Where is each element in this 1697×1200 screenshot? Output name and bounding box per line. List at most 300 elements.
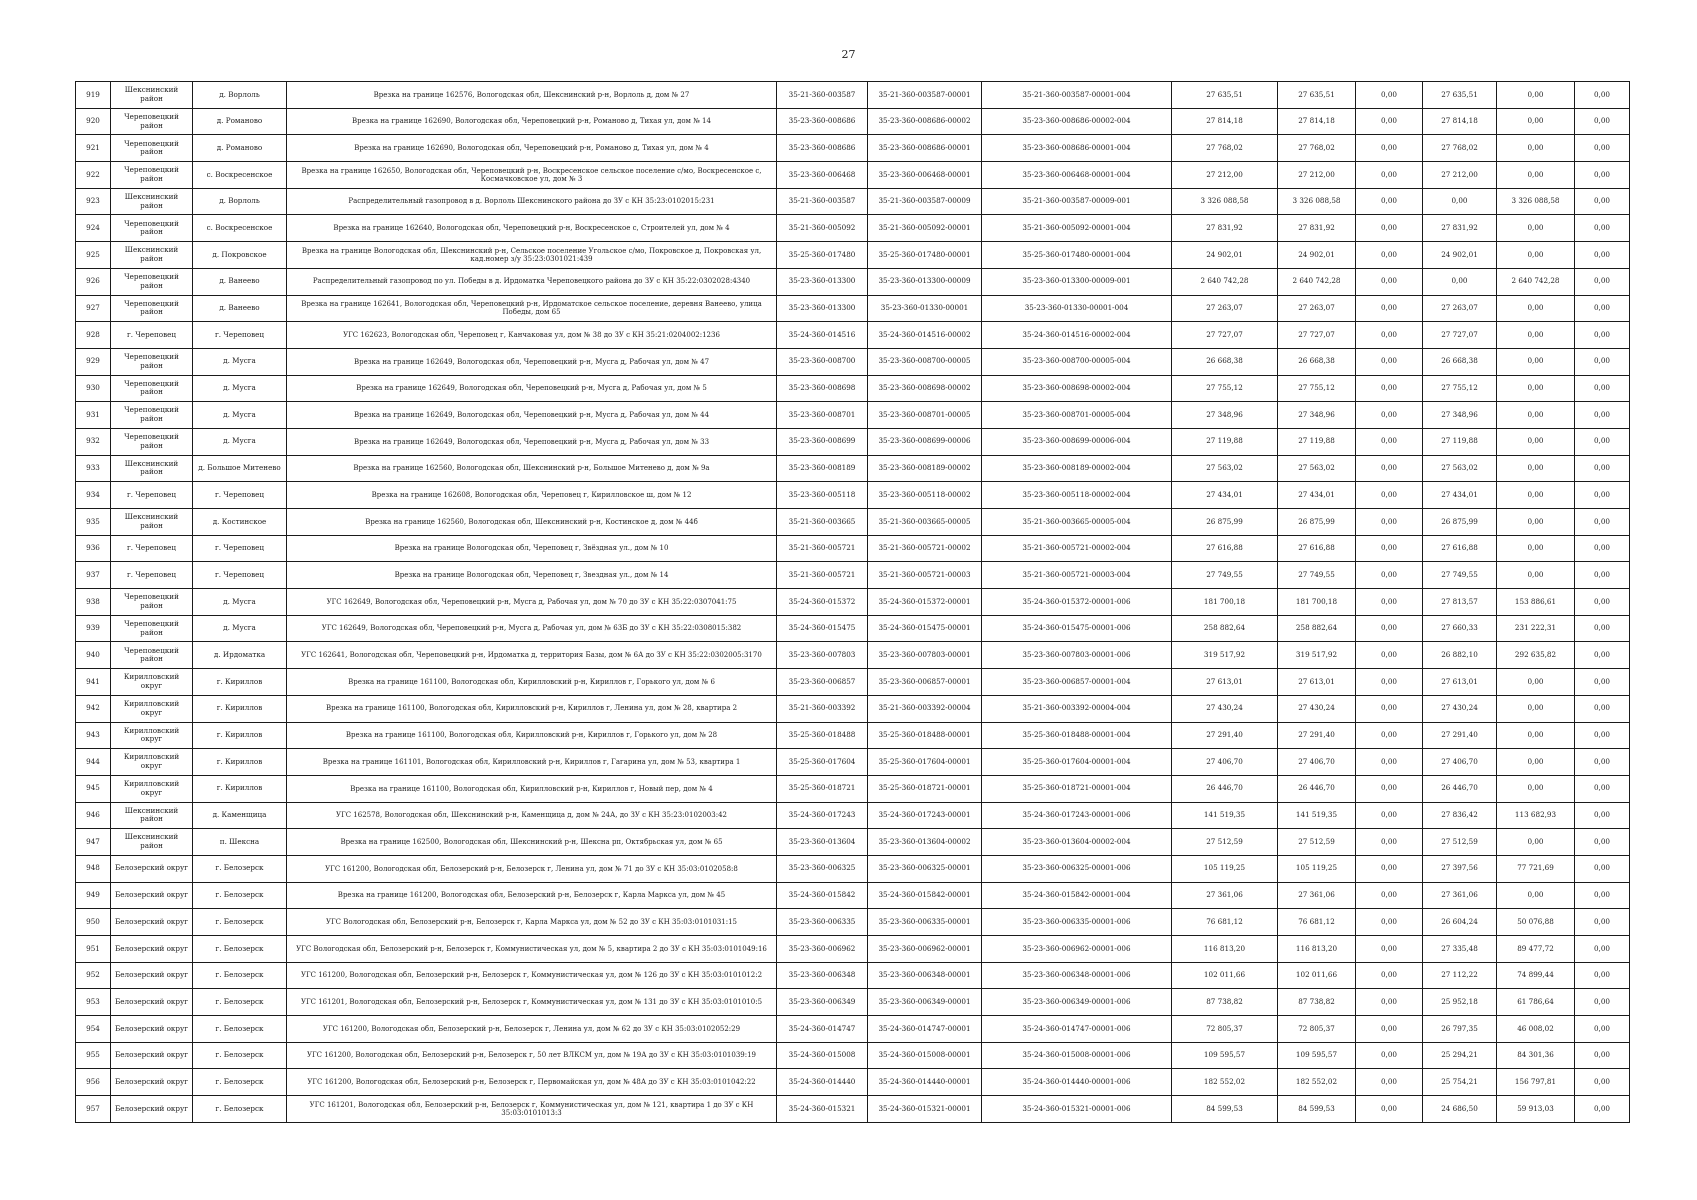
table-row xyxy=(76,642,1630,669)
cell-v6: 0,00 xyxy=(1575,562,1630,589)
cell-no: 931 xyxy=(76,402,111,429)
cell-no: 919 xyxy=(76,82,111,109)
cell-code-a: 35-21-360-005092 xyxy=(777,215,868,242)
cell-v4: 27 813,57 xyxy=(1423,589,1497,616)
table-row xyxy=(76,962,1630,989)
cell-settlement: д. Большое Митенево xyxy=(193,455,287,482)
cell-district: Кирилловский округ xyxy=(111,695,193,722)
cell-v5: 0,00 xyxy=(1497,295,1575,322)
table-row xyxy=(76,882,1630,909)
table-row xyxy=(76,829,1630,856)
cell-v5: 50 076,88 xyxy=(1497,909,1575,936)
cell-code-b: 35-23-360-008189-00002 xyxy=(868,455,982,482)
cell-v1: 102 011,66 xyxy=(1172,962,1278,989)
cell-v4: 24 686,50 xyxy=(1423,1096,1497,1123)
cell-name: УГС Вологодская обл, Белозерский р-н, Белозерск г, Коммунистическая ул, дом № 5, квартира 2 до ЗУ с КН 35:03:0101049:16 xyxy=(287,936,777,963)
cell-v1: 26 668,38 xyxy=(1172,348,1278,375)
cell-v6: 0,00 xyxy=(1575,749,1630,776)
cell-code-a: 35-23-360-006335 xyxy=(777,909,868,936)
cell-name: Распределительный газопровод по ул. Победы в д. Ирдоматка Череповецкого района до ЗУ с КН 35:22:0302028:4340 xyxy=(287,268,777,295)
cell-district: Череповецкий район xyxy=(111,589,193,616)
cell-no: 935 xyxy=(76,509,111,536)
cell-code-a: 35-24-360-015842 xyxy=(777,882,868,909)
cell-v1: 27 361,06 xyxy=(1172,882,1278,909)
cell-code-b: 35-25-360-017480-00001 xyxy=(868,242,982,269)
cell-code-c: 35-23-360-013300-00009-001 xyxy=(982,268,1172,295)
cell-v4: 27 616,88 xyxy=(1423,535,1497,562)
cell-v3: 0,00 xyxy=(1356,402,1423,429)
cell-code-a: 35-24-360-015372 xyxy=(777,589,868,616)
cell-v4: 26 875,99 xyxy=(1423,509,1497,536)
cell-name: Врезка на границе 162690, Вологодская обл, Череповецкий р-н, Романово д, Тихая ул, дом № 4 xyxy=(287,135,777,162)
cell-district: Белозерский округ xyxy=(111,1096,193,1123)
cell-v1: 181 700,18 xyxy=(1172,589,1278,616)
cell-v4: 27 635,51 xyxy=(1423,82,1497,109)
cell-v6: 0,00 xyxy=(1575,1096,1630,1123)
cell-settlement: д. Ворлоль xyxy=(193,188,287,215)
cell-settlement: п. Шексна xyxy=(193,829,287,856)
cell-v6: 0,00 xyxy=(1575,989,1630,1016)
cell-v5: 0,00 xyxy=(1497,775,1575,802)
cell-v5: 0,00 xyxy=(1497,749,1575,776)
cell-v2: 27 406,70 xyxy=(1278,749,1356,776)
cell-v1: 27 430,24 xyxy=(1172,695,1278,722)
cell-district: Шекснинский район xyxy=(111,82,193,109)
cell-settlement: г. Белозерск xyxy=(193,989,287,1016)
cell-no: 957 xyxy=(76,1096,111,1123)
cell-v1: 27 831,92 xyxy=(1172,215,1278,242)
cell-v4: 27 768,02 xyxy=(1423,135,1497,162)
cell-v6: 0,00 xyxy=(1575,855,1630,882)
cell-v6: 0,00 xyxy=(1575,1016,1630,1043)
table-row xyxy=(76,589,1630,616)
table-row xyxy=(76,509,1630,536)
cell-v3: 0,00 xyxy=(1356,428,1423,455)
cell-no: 929 xyxy=(76,348,111,375)
cell-code-b: 35-23-360-006325-00001 xyxy=(868,855,982,882)
cell-v1: 27 768,02 xyxy=(1172,135,1278,162)
table-row xyxy=(76,322,1630,349)
cell-district: г. Череповец xyxy=(111,322,193,349)
cell-v1: 26 446,70 xyxy=(1172,775,1278,802)
cell-code-c: 35-23-360-008686-00002-004 xyxy=(982,108,1172,135)
cell-v4: 0,00 xyxy=(1423,188,1497,215)
cell-v5: 153 886,61 xyxy=(1497,589,1575,616)
cell-code-c: 35-24-360-017243-00001-006 xyxy=(982,802,1172,829)
cell-district: Белозерский округ xyxy=(111,962,193,989)
cell-no: 944 xyxy=(76,749,111,776)
cell-v5: 231 222,31 xyxy=(1497,615,1575,642)
cell-no: 950 xyxy=(76,909,111,936)
cell-v1: 27 613,01 xyxy=(1172,669,1278,696)
cell-code-c: 35-24-360-015321-00001-006 xyxy=(982,1096,1172,1123)
cell-v1: 72 805,37 xyxy=(1172,1016,1278,1043)
cell-v5: 2 640 742,28 xyxy=(1497,268,1575,295)
cell-no: 926 xyxy=(76,268,111,295)
cell-settlement: д. Романово xyxy=(193,108,287,135)
cell-district: Череповецкий район xyxy=(111,215,193,242)
cell-v1: 2 640 742,28 xyxy=(1172,268,1278,295)
cell-v5: 113 682,93 xyxy=(1497,802,1575,829)
cell-v6: 0,00 xyxy=(1575,615,1630,642)
cell-code-c: 35-24-360-014440-00001-006 xyxy=(982,1069,1172,1096)
table-row xyxy=(76,936,1630,963)
cell-v4: 27 348,96 xyxy=(1423,402,1497,429)
cell-no: 933 xyxy=(76,455,111,482)
cell-settlement: д. Мусга xyxy=(193,402,287,429)
cell-v2: 27 749,55 xyxy=(1278,562,1356,589)
cell-name: Врезка на границе 162560, Вологодская обл, Шекснинский р-н, Большое Митенево д, дом № 9а xyxy=(287,455,777,482)
cell-v1: 319 517,92 xyxy=(1172,642,1278,669)
cell-v4: 0,00 xyxy=(1423,268,1497,295)
cell-name: УГС Вологодская обл, Белозерский р-н, Белозерск г, Карла Маркса ул, дом № 52 до ЗУ с КН 35:03:0101031:15 xyxy=(287,909,777,936)
cell-code-a: 35-21-360-005721 xyxy=(777,535,868,562)
cell-code-c: 35-21-360-003587-00001-004 xyxy=(982,82,1172,109)
cell-v2: 102 011,66 xyxy=(1278,962,1356,989)
cell-v3: 0,00 xyxy=(1356,615,1423,642)
cell-v5: 0,00 xyxy=(1497,428,1575,455)
cell-v4: 27 112,22 xyxy=(1423,962,1497,989)
cell-code-c: 35-23-360-008700-00005-004 xyxy=(982,348,1172,375)
cell-no: 953 xyxy=(76,989,111,1016)
cell-code-b: 35-23-360-01330-00001 xyxy=(868,295,982,322)
cell-code-b: 35-24-360-015008-00001 xyxy=(868,1042,982,1069)
table-row xyxy=(76,348,1630,375)
cell-v2: 109 595,57 xyxy=(1278,1042,1356,1069)
cell-code-b: 35-21-360-003392-00004 xyxy=(868,695,982,722)
cell-code-b: 35-23-360-008700-00005 xyxy=(868,348,982,375)
cell-code-b: 35-24-360-017243-00001 xyxy=(868,802,982,829)
cell-district: г. Череповец xyxy=(111,535,193,562)
cell-v6: 0,00 xyxy=(1575,82,1630,109)
register-table xyxy=(75,81,1630,1123)
cell-name: УГС 161200, Вологодская обл, Белозерский р-н, Белозерск г, Ленина ул, дом № 71 до ЗУ с КН 35:03:0102058:8 xyxy=(287,855,777,882)
cell-v4: 25 294,21 xyxy=(1423,1042,1497,1069)
table-row xyxy=(76,749,1630,776)
cell-v2: 27 119,88 xyxy=(1278,428,1356,455)
cell-name: Врезка на границе 162641, Вологодская обл, Череповецкий р-н, Ирдоматское сельское поселение, деревня Ванеево, улица Победы, дом 65 xyxy=(287,295,777,322)
table-row xyxy=(76,722,1630,749)
cell-v1: 27 434,01 xyxy=(1172,482,1278,509)
cell-name: УГС 161200, Вологодская обл, Белозерский р-н, Белозерск г, Первомайская ул, дом № 48А до ЗУ с КН 35:03:0101042:22 xyxy=(287,1069,777,1096)
cell-v5: 0,00 xyxy=(1497,375,1575,402)
cell-settlement: д. Ирдоматка xyxy=(193,642,287,669)
cell-code-b: 35-23-360-006335-00001 xyxy=(868,909,982,936)
cell-v6: 0,00 xyxy=(1575,162,1630,189)
cell-no: 928 xyxy=(76,322,111,349)
cell-no: 951 xyxy=(76,936,111,963)
cell-v5: 77 721,69 xyxy=(1497,855,1575,882)
cell-v4: 27 434,01 xyxy=(1423,482,1497,509)
cell-name: УГС 162578, Вологодская обл, Шекснинский р-н, Каменщица д, дом № 24А, до ЗУ с КН 35:23:0102003:42 xyxy=(287,802,777,829)
cell-code-b: 35-23-360-008699-00006 xyxy=(868,428,982,455)
cell-code-a: 35-23-360-008701 xyxy=(777,402,868,429)
cell-code-c: 35-23-360-008698-00002-004 xyxy=(982,375,1172,402)
cell-no: 954 xyxy=(76,1016,111,1043)
cell-v6: 0,00 xyxy=(1575,268,1630,295)
cell-v4: 25 952,18 xyxy=(1423,989,1497,1016)
cell-v2: 27 727,07 xyxy=(1278,322,1356,349)
table-row xyxy=(76,268,1630,295)
cell-v1: 3 326 088,58 xyxy=(1172,188,1278,215)
cell-code-b: 35-24-360-015475-00001 xyxy=(868,615,982,642)
cell-code-b: 35-21-360-003587-00009 xyxy=(868,188,982,215)
cell-v5: 46 008,02 xyxy=(1497,1016,1575,1043)
cell-district: Череповецкий район xyxy=(111,135,193,162)
cell-v3: 0,00 xyxy=(1356,562,1423,589)
cell-v1: 27 814,18 xyxy=(1172,108,1278,135)
table-row xyxy=(76,428,1630,455)
table-row xyxy=(76,989,1630,1016)
cell-v3: 0,00 xyxy=(1356,1069,1423,1096)
cell-v5: 61 786,64 xyxy=(1497,989,1575,1016)
cell-name: Врезка на границе Вологодская обл, Череповец г, Звёздная ул., дом № 10 xyxy=(287,535,777,562)
cell-v2: 181 700,18 xyxy=(1278,589,1356,616)
cell-v1: 27 291,40 xyxy=(1172,722,1278,749)
cell-v4: 27 406,70 xyxy=(1423,749,1497,776)
cell-settlement: д. Романово xyxy=(193,135,287,162)
cell-name: Врезка на границе 161101, Вологодская обл, Кирилловский р-н, Кириллов г, Гагарина ул, дом № 53, квартира 1 xyxy=(287,749,777,776)
cell-v6: 0,00 xyxy=(1575,135,1630,162)
page-number: 27 xyxy=(841,48,856,61)
cell-no: 952 xyxy=(76,962,111,989)
cell-v6: 0,00 xyxy=(1575,108,1630,135)
cell-v3: 0,00 xyxy=(1356,642,1423,669)
cell-v1: 24 902,01 xyxy=(1172,242,1278,269)
cell-district: г. Череповец xyxy=(111,482,193,509)
cell-code-c: 35-25-360-017604-00001-004 xyxy=(982,749,1172,776)
cell-v5: 0,00 xyxy=(1497,535,1575,562)
cell-district: Белозерский округ xyxy=(111,1069,193,1096)
cell-code-c: 35-21-360-005721-00002-004 xyxy=(982,535,1172,562)
cell-code-a: 35-23-360-008700 xyxy=(777,348,868,375)
cell-v1: 258 882,64 xyxy=(1172,615,1278,642)
cell-v2: 72 805,37 xyxy=(1278,1016,1356,1043)
cell-settlement: г. Череповец xyxy=(193,535,287,562)
cell-v5: 0,00 xyxy=(1497,242,1575,269)
cell-v6: 0,00 xyxy=(1575,295,1630,322)
cell-name: УГС 162623, Вологодская обл, Череповец г, Канчаковая ул, дом № 38 до ЗУ с КН 35:21:0204002:1236 xyxy=(287,322,777,349)
cell-code-c: 35-23-360-006962-00001-006 xyxy=(982,936,1172,963)
cell-v4: 27 727,07 xyxy=(1423,322,1497,349)
cell-v3: 0,00 xyxy=(1356,455,1423,482)
cell-v3: 0,00 xyxy=(1356,509,1423,536)
table-row xyxy=(76,669,1630,696)
cell-code-c: 35-25-360-017480-00001-004 xyxy=(982,242,1172,269)
cell-v1: 27 406,70 xyxy=(1172,749,1278,776)
cell-v4: 27 263,07 xyxy=(1423,295,1497,322)
cell-no: 924 xyxy=(76,215,111,242)
cell-v1: 27 727,07 xyxy=(1172,322,1278,349)
table-row xyxy=(76,855,1630,882)
cell-settlement: д. Мусга xyxy=(193,589,287,616)
cell-v5: 0,00 xyxy=(1497,402,1575,429)
cell-v4: 27 814,18 xyxy=(1423,108,1497,135)
cell-district: Белозерский округ xyxy=(111,1016,193,1043)
cell-code-a: 35-24-360-014440 xyxy=(777,1069,868,1096)
cell-v1: 26 875,99 xyxy=(1172,509,1278,536)
cell-code-a: 35-23-360-008189 xyxy=(777,455,868,482)
cell-v5: 0,00 xyxy=(1497,829,1575,856)
cell-settlement: г. Кириллов xyxy=(193,695,287,722)
cell-name: Врезка на границе 162649, Вологодская обл, Череповецкий р-н, Мусга д, Рабочая ул, дом № 33 xyxy=(287,428,777,455)
cell-no: 936 xyxy=(76,535,111,562)
cell-code-c: 35-23-360-008686-00001-004 xyxy=(982,135,1172,162)
cell-code-b: 35-23-360-006962-00001 xyxy=(868,936,982,963)
cell-v3: 0,00 xyxy=(1356,1042,1423,1069)
cell-v1: 76 681,12 xyxy=(1172,909,1278,936)
cell-v3: 0,00 xyxy=(1356,802,1423,829)
cell-v3: 0,00 xyxy=(1356,268,1423,295)
cell-v3: 0,00 xyxy=(1356,535,1423,562)
cell-no: 932 xyxy=(76,428,111,455)
cell-code-c: 35-21-360-005092-00001-004 xyxy=(982,215,1172,242)
cell-settlement: г. Кириллов xyxy=(193,722,287,749)
cell-code-b: 35-23-360-013300-00009 xyxy=(868,268,982,295)
cell-v4: 27 755,12 xyxy=(1423,375,1497,402)
cell-code-b: 35-23-360-006468-00001 xyxy=(868,162,982,189)
cell-v3: 0,00 xyxy=(1356,215,1423,242)
cell-name: Врезка на границе 161100, Вологодская обл, Кирилловский р-н, Кириллов г, Новый пер, дом № 4 xyxy=(287,775,777,802)
cell-district: Шекснинский район xyxy=(111,802,193,829)
cell-no: 930 xyxy=(76,375,111,402)
cell-code-b: 35-24-360-015321-00001 xyxy=(868,1096,982,1123)
cell-v4: 27 563,02 xyxy=(1423,455,1497,482)
cell-code-a: 35-23-360-006325 xyxy=(777,855,868,882)
table-row xyxy=(76,295,1630,322)
table-row xyxy=(76,1016,1630,1043)
cell-v2: 84 599,53 xyxy=(1278,1096,1356,1123)
cell-v4: 27 831,92 xyxy=(1423,215,1497,242)
cell-v5: 292 635,82 xyxy=(1497,642,1575,669)
cell-v4: 26 446,70 xyxy=(1423,775,1497,802)
cell-code-b: 35-23-360-008686-00002 xyxy=(868,108,982,135)
cell-name: Врезка на границе 162608, Вологодская обл, Череповец г, Кирилловское ш, дом № 12 xyxy=(287,482,777,509)
table-row xyxy=(76,1042,1630,1069)
cell-v2: 258 882,64 xyxy=(1278,615,1356,642)
cell-v4: 27 749,55 xyxy=(1423,562,1497,589)
cell-v3: 0,00 xyxy=(1356,242,1423,269)
cell-v2: 27 348,96 xyxy=(1278,402,1356,429)
cell-v3: 0,00 xyxy=(1356,162,1423,189)
cell-code-a: 35-23-360-006348 xyxy=(777,962,868,989)
cell-name: Врезка на границе 162640, Вологодская обл, Череповецкий р-н, Воскресенское с, Строителей ул, дом № 4 xyxy=(287,215,777,242)
table-row xyxy=(76,1096,1630,1123)
cell-district: Череповецкий район xyxy=(111,402,193,429)
cell-code-a: 35-24-360-017243 xyxy=(777,802,868,829)
cell-settlement: с. Воскресенское xyxy=(193,162,287,189)
cell-code-c: 35-24-360-014516-00002-004 xyxy=(982,322,1172,349)
cell-no: 940 xyxy=(76,642,111,669)
cell-v6: 0,00 xyxy=(1575,375,1630,402)
cell-code-c: 35-25-360-018721-00001-004 xyxy=(982,775,1172,802)
cell-v2: 27 361,06 xyxy=(1278,882,1356,909)
cell-code-a: 35-24-360-015321 xyxy=(777,1096,868,1123)
cell-code-c: 35-23-360-006335-00001-006 xyxy=(982,909,1172,936)
cell-v4: 27 291,40 xyxy=(1423,722,1497,749)
cell-code-c: 35-21-360-003392-00004-004 xyxy=(982,695,1172,722)
cell-settlement: г. Кириллов xyxy=(193,775,287,802)
cell-district: Кирилловский округ xyxy=(111,775,193,802)
cell-no: 946 xyxy=(76,802,111,829)
cell-v5: 0,00 xyxy=(1497,669,1575,696)
cell-district: г. Череповец xyxy=(111,562,193,589)
cell-v3: 0,00 xyxy=(1356,108,1423,135)
cell-v4: 27 212,00 xyxy=(1423,162,1497,189)
cell-v5: 0,00 xyxy=(1497,455,1575,482)
cell-code-c: 35-21-360-003587-00009-001 xyxy=(982,188,1172,215)
cell-v2: 319 517,92 xyxy=(1278,642,1356,669)
cell-code-c: 35-21-360-003665-00005-004 xyxy=(982,509,1172,536)
cell-district: Череповецкий район xyxy=(111,295,193,322)
cell-v2: 27 212,00 xyxy=(1278,162,1356,189)
cell-v2: 27 434,01 xyxy=(1278,482,1356,509)
cell-district: Череповецкий район xyxy=(111,108,193,135)
cell-no: 949 xyxy=(76,882,111,909)
cell-v5: 3 326 088,58 xyxy=(1497,188,1575,215)
cell-v6: 0,00 xyxy=(1575,482,1630,509)
cell-name: УГС 161200, Вологодская обл, Белозерский р-н, Белозерск г, 50 лет ВЛКСМ ул, дом № 19А до ЗУ с КН 35:03:0101039:19 xyxy=(287,1042,777,1069)
cell-settlement: д. Мусга xyxy=(193,615,287,642)
cell-settlement: д. Костинское xyxy=(193,509,287,536)
cell-district: Белозерский округ xyxy=(111,855,193,882)
cell-v1: 27 635,51 xyxy=(1172,82,1278,109)
table-row xyxy=(76,162,1630,189)
table-row xyxy=(76,535,1630,562)
cell-code-b: 35-23-360-008701-00005 xyxy=(868,402,982,429)
cell-settlement: г. Белозерск xyxy=(193,1016,287,1043)
cell-district: Белозерский округ xyxy=(111,989,193,1016)
cell-v1: 27 563,02 xyxy=(1172,455,1278,482)
cell-v5: 59 913,03 xyxy=(1497,1096,1575,1123)
cell-district: Череповецкий район xyxy=(111,162,193,189)
cell-v6: 0,00 xyxy=(1575,829,1630,856)
cell-name: Врезка на границе Вологодская обл, Шекснинский р-н, Сельское поселение Угольское с/мо, Покровское д, Покровская ул, кад.номер з/у 35:23:0301021:439 xyxy=(287,242,777,269)
cell-name: УГС 161201, Вологодская обл, Белозерский р-н, Белозерск г, Коммунистическая ул, дом № 131 до ЗУ с КН 35:03:0101010:5 xyxy=(287,989,777,1016)
cell-v4: 27 335,48 xyxy=(1423,936,1497,963)
cell-v5: 0,00 xyxy=(1497,108,1575,135)
cell-name: Врезка на границе 161100, Вологодская обл, Кирилловский р-н, Кириллов г, Горького ул, дом № 28 xyxy=(287,722,777,749)
cell-district: Шекснинский район xyxy=(111,829,193,856)
cell-name: Врезка на границе Вологодская обл, Череповец г, Звездная ул., дом № 14 xyxy=(287,562,777,589)
cell-code-b: 35-25-360-018721-00001 xyxy=(868,775,982,802)
cell-v6: 0,00 xyxy=(1575,242,1630,269)
cell-v2: 141 519,35 xyxy=(1278,802,1356,829)
cell-v3: 0,00 xyxy=(1356,348,1423,375)
cell-v5: 0,00 xyxy=(1497,322,1575,349)
cell-v1: 27 616,88 xyxy=(1172,535,1278,562)
cell-v2: 3 326 088,58 xyxy=(1278,188,1356,215)
cell-v3: 0,00 xyxy=(1356,882,1423,909)
cell-v6: 0,00 xyxy=(1575,509,1630,536)
cell-v2: 182 552,02 xyxy=(1278,1069,1356,1096)
table-row xyxy=(76,775,1630,802)
cell-v4: 27 361,06 xyxy=(1423,882,1497,909)
cell-district: Череповецкий район xyxy=(111,428,193,455)
cell-v2: 76 681,12 xyxy=(1278,909,1356,936)
cell-name: Врезка на границе 162560, Вологодская обл, Шекснинский р-н, Костинское д, дом № 44б xyxy=(287,509,777,536)
cell-settlement: д. Ванеево xyxy=(193,295,287,322)
cell-code-a: 35-25-360-017480 xyxy=(777,242,868,269)
cell-code-a: 35-25-360-017604 xyxy=(777,749,868,776)
cell-district: Шекснинский район xyxy=(111,242,193,269)
cell-code-b: 35-21-360-005721-00002 xyxy=(868,535,982,562)
cell-v6: 0,00 xyxy=(1575,589,1630,616)
cell-code-a: 35-23-360-007803 xyxy=(777,642,868,669)
cell-v4: 26 604,24 xyxy=(1423,909,1497,936)
cell-code-c: 35-23-360-013604-00002-004 xyxy=(982,829,1172,856)
table-row xyxy=(76,1069,1630,1096)
